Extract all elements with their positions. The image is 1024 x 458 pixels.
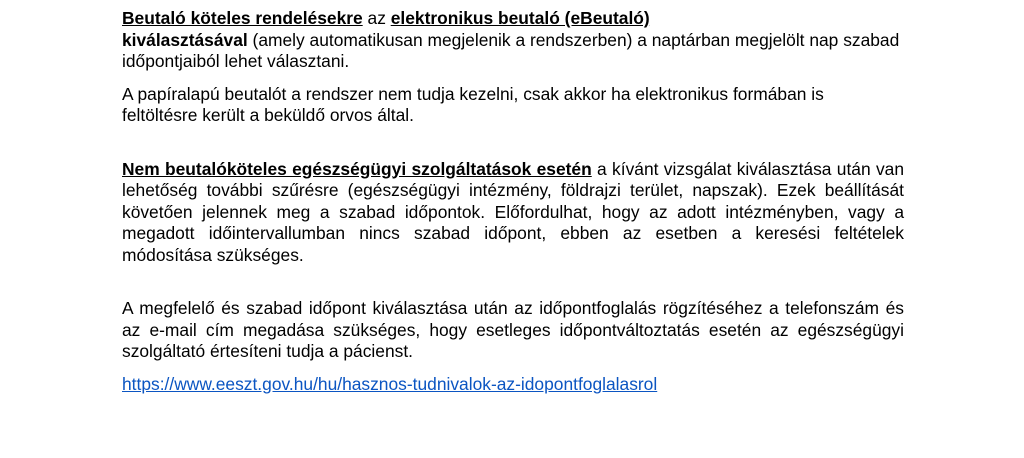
paragraph-paper-referral: A papíralapú beutalót a rendszer nem tudja kezelni, csak akkor ha elektronikus formában is feltöltésre került a beküldő orvos által. bbox=[122, 83, 824, 125]
link-paragraph bbox=[122, 374, 904, 396]
non-referral-description: a kívánt vizsgálat kiválasztása után van lehetőség további szűrésre (egészségügyi intézmény, földrajzi terület, napszak). Ezek beállítását követően jelennek meg a szabad időpontok. Előfordulhat, hogy az adott intézményben, vagy a megadott időintervallumban nincs szabad időpont, ebben az esetben a keresési feltételek módosítása szükséges. bbox=[122, 158, 904, 265]
paragraph-booking-contact: A megfelelő és szabad időpont kiválasztása után az időpontfoglalás rögzítéséhez a telefonszám és az e-mail cím megadása szükséges, hogy esetleges időpontváltoztatás esetén az egészségügyi szolgáltató értesíteni tudja a pácienst. bbox=[122, 298, 904, 361]
eeszt-info-link[interactable]: https://www.eeszt.gov.hu/hu/hasznos-tudnivalok-az-idopontfoglalasrol bbox=[122, 373, 658, 394]
ebeutalo-connector-text: az bbox=[362, 8, 391, 28]
document-body bbox=[122, 8, 904, 395]
paragraph-non-referral bbox=[122, 159, 904, 267]
ebeutalo-selection-term: kiválasztásával bbox=[122, 29, 248, 50]
non-referral-heading: Nem beutalóköteles egészségügyi szolgáltatások esetén bbox=[122, 158, 592, 179]
paragraph-ebeutalo bbox=[122, 8, 904, 73]
ebeutalo-term: elektronikus beutaló (eBeutaló) bbox=[390, 8, 650, 28]
ebeutalo-heading: Beutaló köteles rendelésekre bbox=[122, 8, 363, 28]
ebeutalo-description: (amely automatikusan megjelenik a rendszerben) a naptárban megjelölt nap szabad időpontjaiból lehet választani. bbox=[122, 29, 900, 71]
